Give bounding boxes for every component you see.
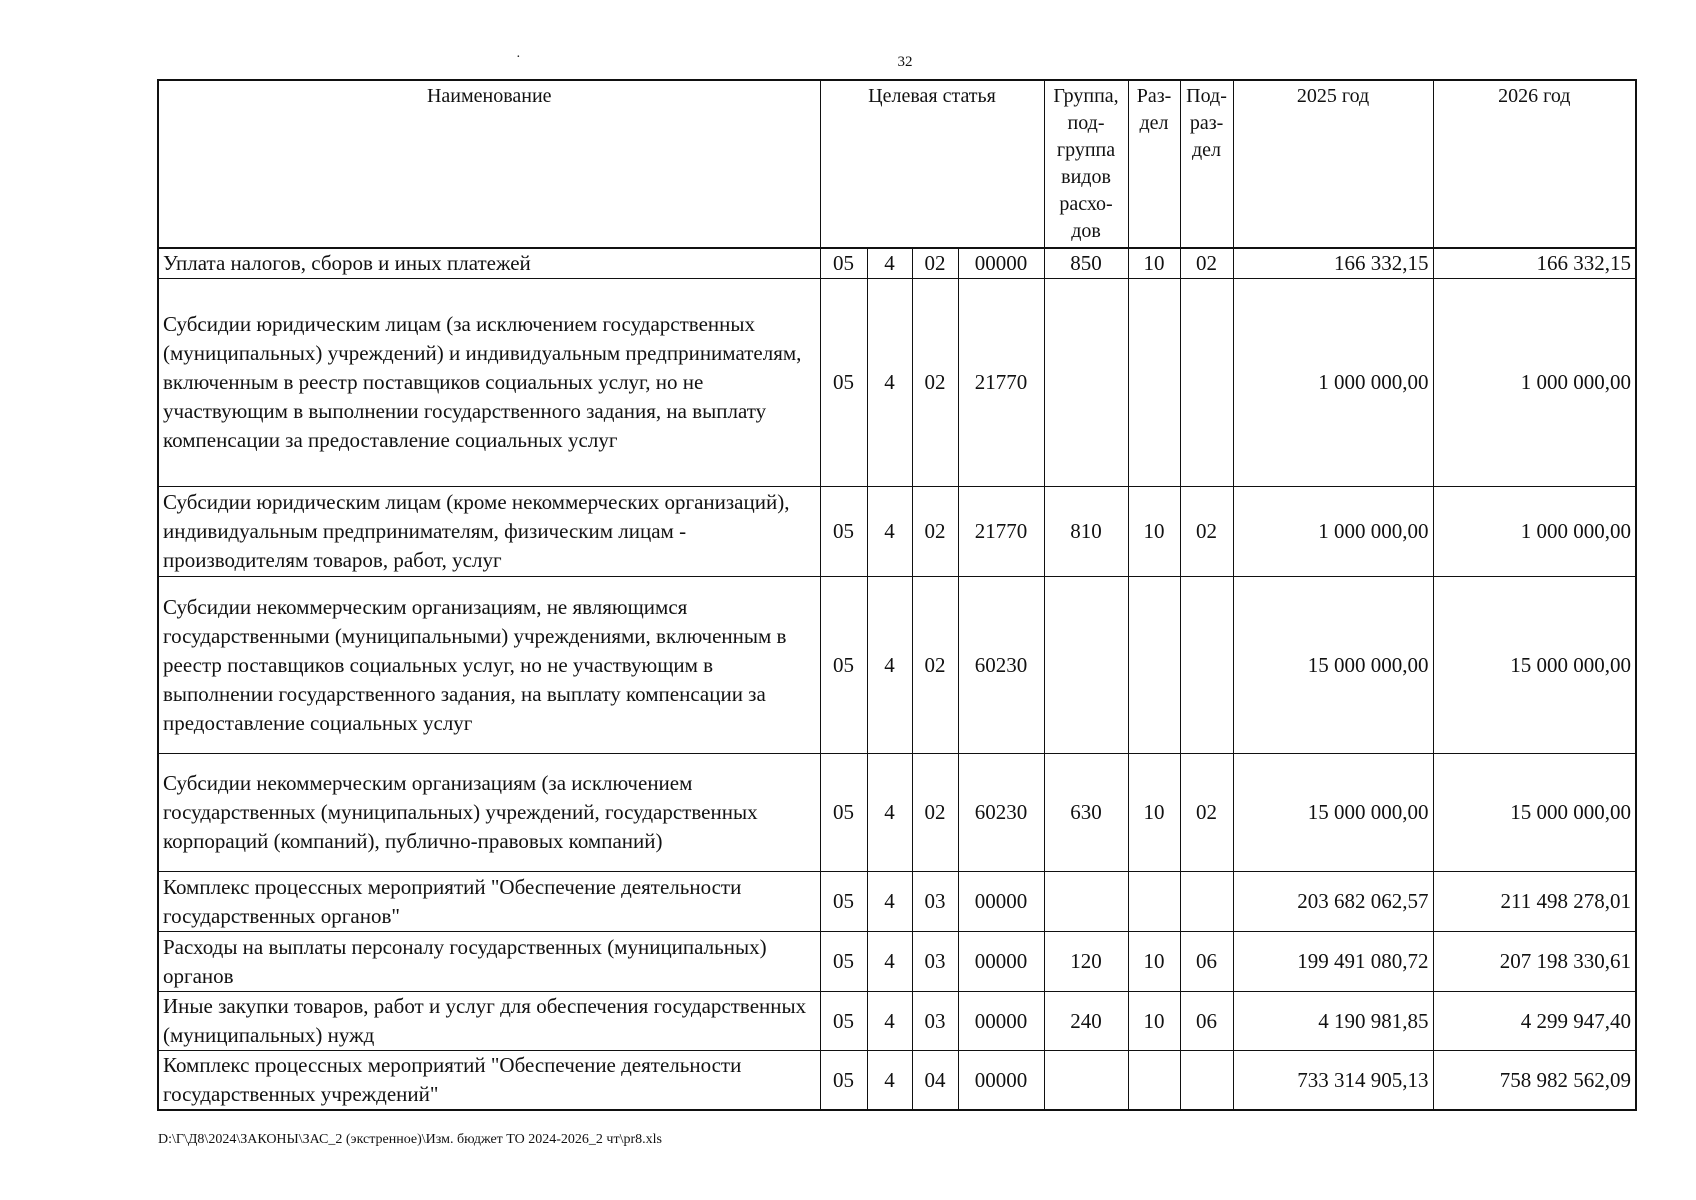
page-number: 32	[897, 54, 913, 70]
subsection-code	[1180, 279, 1233, 487]
subsection-code: 06	[1180, 992, 1233, 1051]
row-name: Субсидии юридическим лицам (за исключением государственных (муниципальных) учреждений) и индивидуальным предпринимателям, включенным в реестр поставщиков социальных услуг, но не участвующим в выполнении государственного задания, на выплату компенсации за предоставление социальных услуг	[158, 279, 820, 487]
amount-2026: 15 000 000,00	[1433, 754, 1636, 872]
target-code-direction: 60230	[958, 577, 1044, 754]
target-code-program: 05	[820, 577, 867, 754]
target-code-program: 05	[820, 1051, 867, 1111]
row-name: Иные закупки товаров, работ и услуг для обеспечения государственных (муниципальных) нужд	[158, 992, 820, 1051]
subsection-code: 02	[1180, 754, 1233, 872]
header-expense-group: Группа, под- группа видов расхо- дов	[1044, 80, 1128, 248]
stray-dot: ·	[516, 50, 521, 65]
subsection-code	[1180, 577, 1233, 754]
file-path-footer: D:\Г\Д8\2024\ЗАКОНЫ\ЗАС_2 (экстренное)\Изм. бюджет ТО 2024-2026_2 чт\pr8.xls	[158, 1132, 662, 1147]
target-code-program: 05	[820, 992, 867, 1051]
section-code	[1128, 1051, 1180, 1111]
target-code-direction: 00000	[958, 872, 1044, 932]
table-row	[158, 279, 1636, 487]
amount-2026: 1 000 000,00	[1433, 279, 1636, 487]
target-code-type: 4	[867, 577, 912, 754]
target-code-complex: 02	[912, 279, 958, 487]
table-row	[158, 1051, 1636, 1111]
expense-group	[1044, 577, 1128, 754]
row-name: Расходы на выплаты персоналу государственных (муниципальных) органов	[158, 932, 820, 992]
expense-group: 810	[1044, 487, 1128, 577]
amount-2026: 758 982 562,09	[1433, 1051, 1636, 1111]
target-code-type: 4	[867, 754, 912, 872]
header-subsection: Под- раз- дел	[1180, 80, 1233, 248]
amount-2026: 1 000 000,00	[1433, 487, 1636, 577]
table-row	[158, 754, 1636, 872]
expense-group: 240	[1044, 992, 1128, 1051]
target-code-complex: 02	[912, 487, 958, 577]
subsection-code: 02	[1180, 248, 1233, 279]
target-code-program: 05	[820, 932, 867, 992]
target-code-complex: 04	[912, 1051, 958, 1111]
expense-group	[1044, 872, 1128, 932]
section-code	[1128, 279, 1180, 487]
table-row	[158, 872, 1636, 932]
amount-2026: 207 198 330,61	[1433, 932, 1636, 992]
section-code: 10	[1128, 248, 1180, 279]
target-code-direction: 60230	[958, 754, 1044, 872]
section-code: 10	[1128, 992, 1180, 1051]
amount-2026: 211 498 278,01	[1433, 872, 1636, 932]
target-code-complex: 03	[912, 932, 958, 992]
header-year-2025: 2025 год	[1233, 80, 1433, 248]
row-name: Субсидии некоммерческим организациям (за исключением государственных (муниципальных) учреждений, государственных корпораций (компаний), публично-правовых компаний)	[158, 754, 820, 872]
target-code-direction: 00000	[958, 248, 1044, 279]
subsection-code: 06	[1180, 932, 1233, 992]
row-name: Комплекс процессных мероприятий "Обеспечение деятельности государственных органов"	[158, 872, 820, 932]
budget-table	[157, 79, 1637, 1111]
amount-2026: 166 332,15	[1433, 248, 1636, 279]
subsection-code	[1180, 1051, 1233, 1111]
amount-2025: 203 682 062,57	[1233, 872, 1433, 932]
amount-2026: 15 000 000,00	[1433, 577, 1636, 754]
amount-2025: 1 000 000,00	[1233, 279, 1433, 487]
target-code-type: 4	[867, 932, 912, 992]
header-target-article: Целевая статья	[820, 80, 1044, 248]
row-name: Субсидии некоммерческим организациям, не являющимся государственными (муниципальными) учреждениями, включенным в реестр поставщиков социальных услуг, но не участвующим в выполнении государственного задания, на выплату компенсации за предоставление социальных услуг	[158, 577, 820, 754]
section-code: 10	[1128, 487, 1180, 577]
row-name: Субсидии юридическим лицам (кроме некоммерческих организаций), индивидуальным предпринимателям, физическим лицам - производителям товаров, работ, услуг	[158, 487, 820, 577]
target-code-complex: 03	[912, 872, 958, 932]
target-code-type: 4	[867, 279, 912, 487]
expense-group	[1044, 279, 1128, 487]
target-code-direction: 00000	[958, 992, 1044, 1051]
expense-group: 850	[1044, 248, 1128, 279]
table-row	[158, 932, 1636, 992]
target-code-complex: 02	[912, 754, 958, 872]
target-code-direction: 00000	[958, 1051, 1044, 1111]
amount-2025: 166 332,15	[1233, 248, 1433, 279]
expense-group	[1044, 1051, 1128, 1111]
target-code-complex: 03	[912, 992, 958, 1051]
section-code	[1128, 577, 1180, 754]
target-code-direction: 00000	[958, 932, 1044, 992]
header-section: Раз- дел	[1128, 80, 1180, 248]
subsection-code: 02	[1180, 487, 1233, 577]
header-year-2026: 2026 год	[1433, 80, 1636, 248]
amount-2025: 1 000 000,00	[1233, 487, 1433, 577]
row-name: Комплекс процессных мероприятий "Обеспечение деятельности государственных учреждений"	[158, 1051, 820, 1111]
table-row	[158, 248, 1636, 279]
target-code-direction: 21770	[958, 279, 1044, 487]
section-code	[1128, 872, 1180, 932]
target-code-program: 05	[820, 279, 867, 487]
amount-2025: 15 000 000,00	[1233, 754, 1433, 872]
target-code-program: 05	[820, 248, 867, 279]
target-code-direction: 21770	[958, 487, 1044, 577]
target-code-program: 05	[820, 754, 867, 872]
target-code-type: 4	[867, 487, 912, 577]
amount-2025: 15 000 000,00	[1233, 577, 1433, 754]
table-header-row	[158, 80, 1636, 248]
subsection-code	[1180, 872, 1233, 932]
row-name: Уплата налогов, сборов и иных платежей	[158, 248, 820, 279]
amount-2026: 4 299 947,40	[1433, 992, 1636, 1051]
target-code-program: 05	[820, 487, 867, 577]
target-code-type: 4	[867, 1051, 912, 1111]
table-row	[158, 487, 1636, 577]
section-code: 10	[1128, 754, 1180, 872]
target-code-type: 4	[867, 248, 912, 279]
target-code-complex: 02	[912, 577, 958, 754]
expense-group: 120	[1044, 932, 1128, 992]
expense-group: 630	[1044, 754, 1128, 872]
header-name: Наименование	[158, 80, 820, 248]
table-row	[158, 577, 1636, 754]
target-code-type: 4	[867, 872, 912, 932]
section-code: 10	[1128, 932, 1180, 992]
target-code-type: 4	[867, 992, 912, 1051]
amount-2025: 199 491 080,72	[1233, 932, 1433, 992]
amount-2025: 733 314 905,13	[1233, 1051, 1433, 1111]
amount-2025: 4 190 981,85	[1233, 992, 1433, 1051]
table-row	[158, 992, 1636, 1051]
target-code-complex: 02	[912, 248, 958, 279]
target-code-program: 05	[820, 872, 867, 932]
